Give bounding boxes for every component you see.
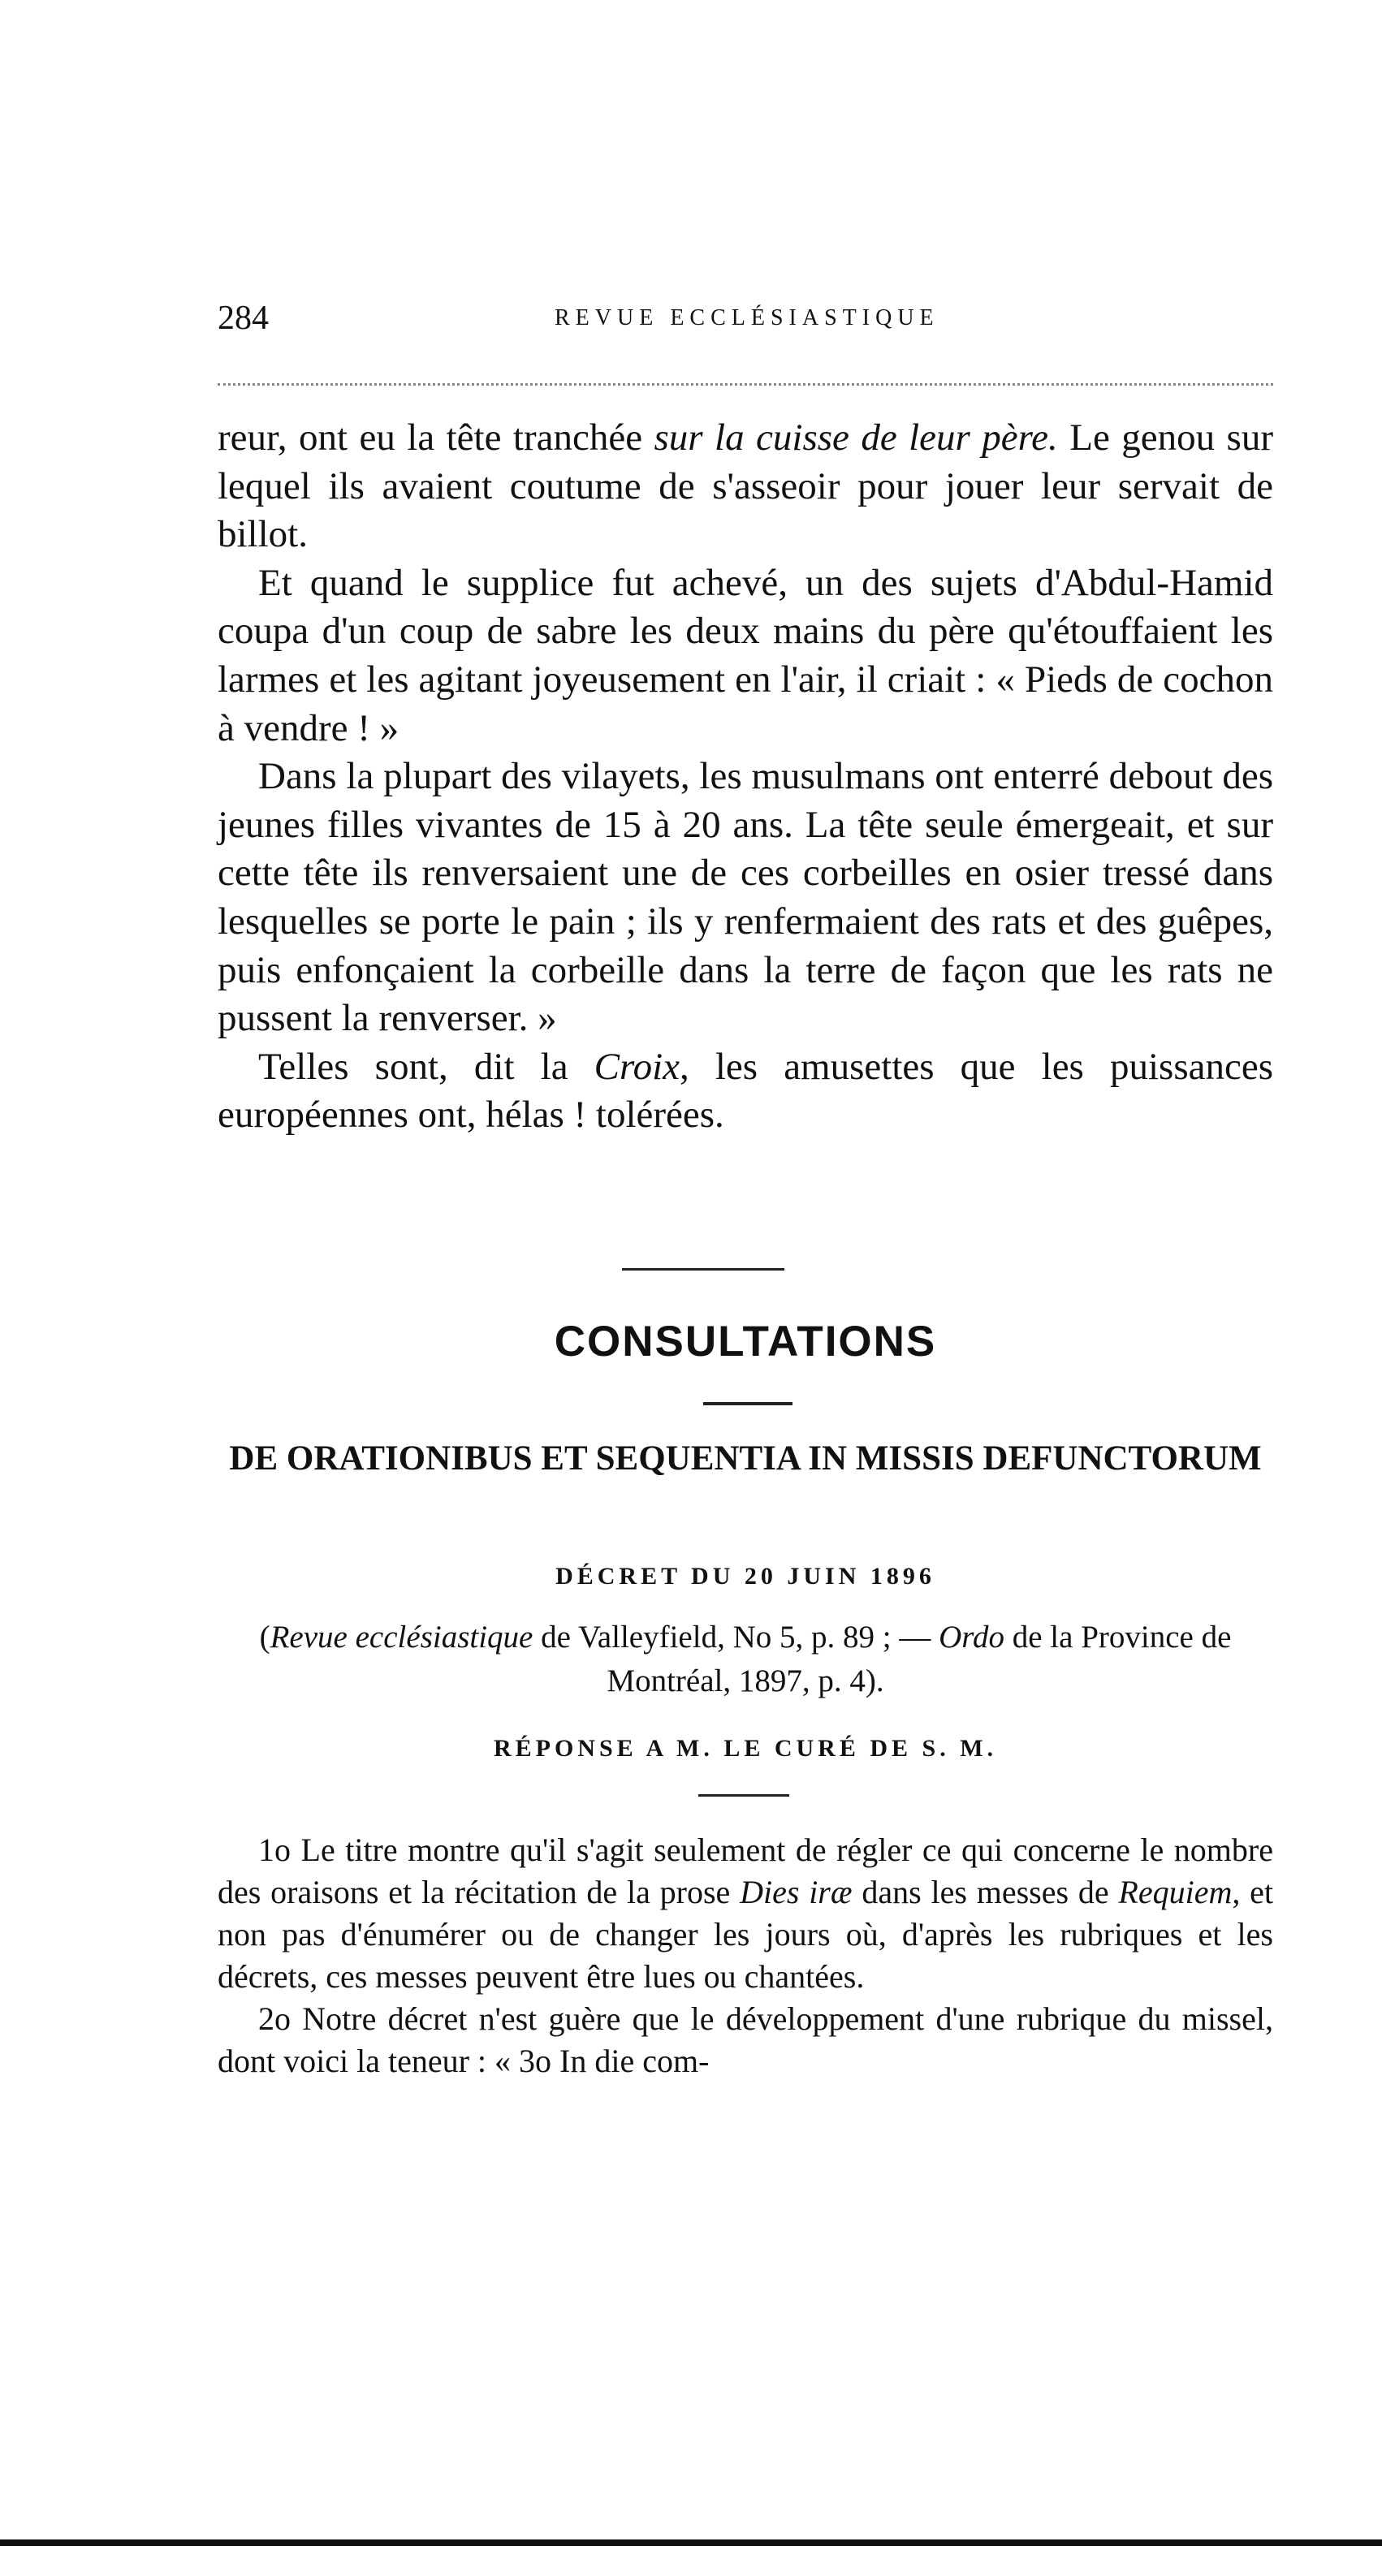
- section-heading: CONSULTATIONS: [554, 1318, 937, 1366]
- page-number: 284: [218, 300, 269, 337]
- page-header: [218, 299, 1273, 347]
- header-rule: [218, 383, 1273, 386]
- paragraph: Dans la plupart des vilayets, les musulmans ont enterré debout des jeunes filles vivantes de 15 à 20 ans. La tête seule émergeait, et sur cette tête ils renversaient une de ces corbeilles en osier tressé dans lesquelles se porte le pain ; ils y renfermaient des rats et des guêpes, puis enfonçaient la corbeille dans la terre de façon que les rats ne pussent la renverser. »: [218, 755, 1273, 1040]
- italic-source: Croix: [594, 1045, 680, 1088]
- body-text-section-1: [218, 414, 1273, 1140]
- paragraph: 2o Notre décret n'est guère que le développement d'une rubrique du missel, dont voici la teneur : « 3o In die com-: [218, 2000, 1273, 2079]
- response-heading: RÉPONSE A M. LE CURÉ DE S. M.: [493, 1735, 998, 1762]
- response-rule: [698, 1794, 789, 1797]
- body-text-section-2: [218, 1829, 1273, 2082]
- paragraph: reur, ont eu la tête tranchée sur la cuisse de leur père. Le genou sur lequel ils avaient coutume de s'asseoir pour jouer leur servait de billot.: [218, 416, 1273, 556]
- page-bottom-edge: [0, 2539, 1382, 2546]
- running-head: REVUE ECCLÉSIASTIQUE: [555, 305, 939, 330]
- italic-phrase: sur la cuisse de leur père.: [654, 416, 1058, 459]
- paragraph: 1o Le titre montre qu'il s'agit seulement de régler ce qui concerne le nombre des oraisons et la récitation de la prose Dies iræ dans les messes de Requiem, et non pas d'énumérer ou de changer les jours où, d'après les rubriques et les décrets, ces messes peuvent être lues ou chantées.: [218, 1832, 1274, 1995]
- section-separator: [622, 1268, 784, 1271]
- heading-rule: [703, 1402, 792, 1405]
- citation: (Revue ecclésiastique de Valleyfield, No 5, p. 89 ; — Ordo de la Province de Montréal, 1897, p. 4).: [259, 1620, 1232, 1698]
- paragraph: Telles sont, dit la Croix, les amusettes que les puissances européennes ont, hélas ! tolérées.: [218, 1045, 1273, 1137]
- article-title: DE ORATIONIBUS ET SEQUENTIA IN MISSIS DEFUNCTORUM: [229, 1439, 1262, 1478]
- paragraph: Et quand le supplice fut achevé, un des sujets d'Abdul-Hamid coupa d'un coup de sabre les deux mains du père qu'étouffaient les larmes et les agitant joyeusement en l'air, il criait : « Pieds de cochon à vendre ! »: [218, 561, 1273, 749]
- decree-heading: DÉCRET DU 20 JUIN 1896: [555, 1563, 935, 1590]
